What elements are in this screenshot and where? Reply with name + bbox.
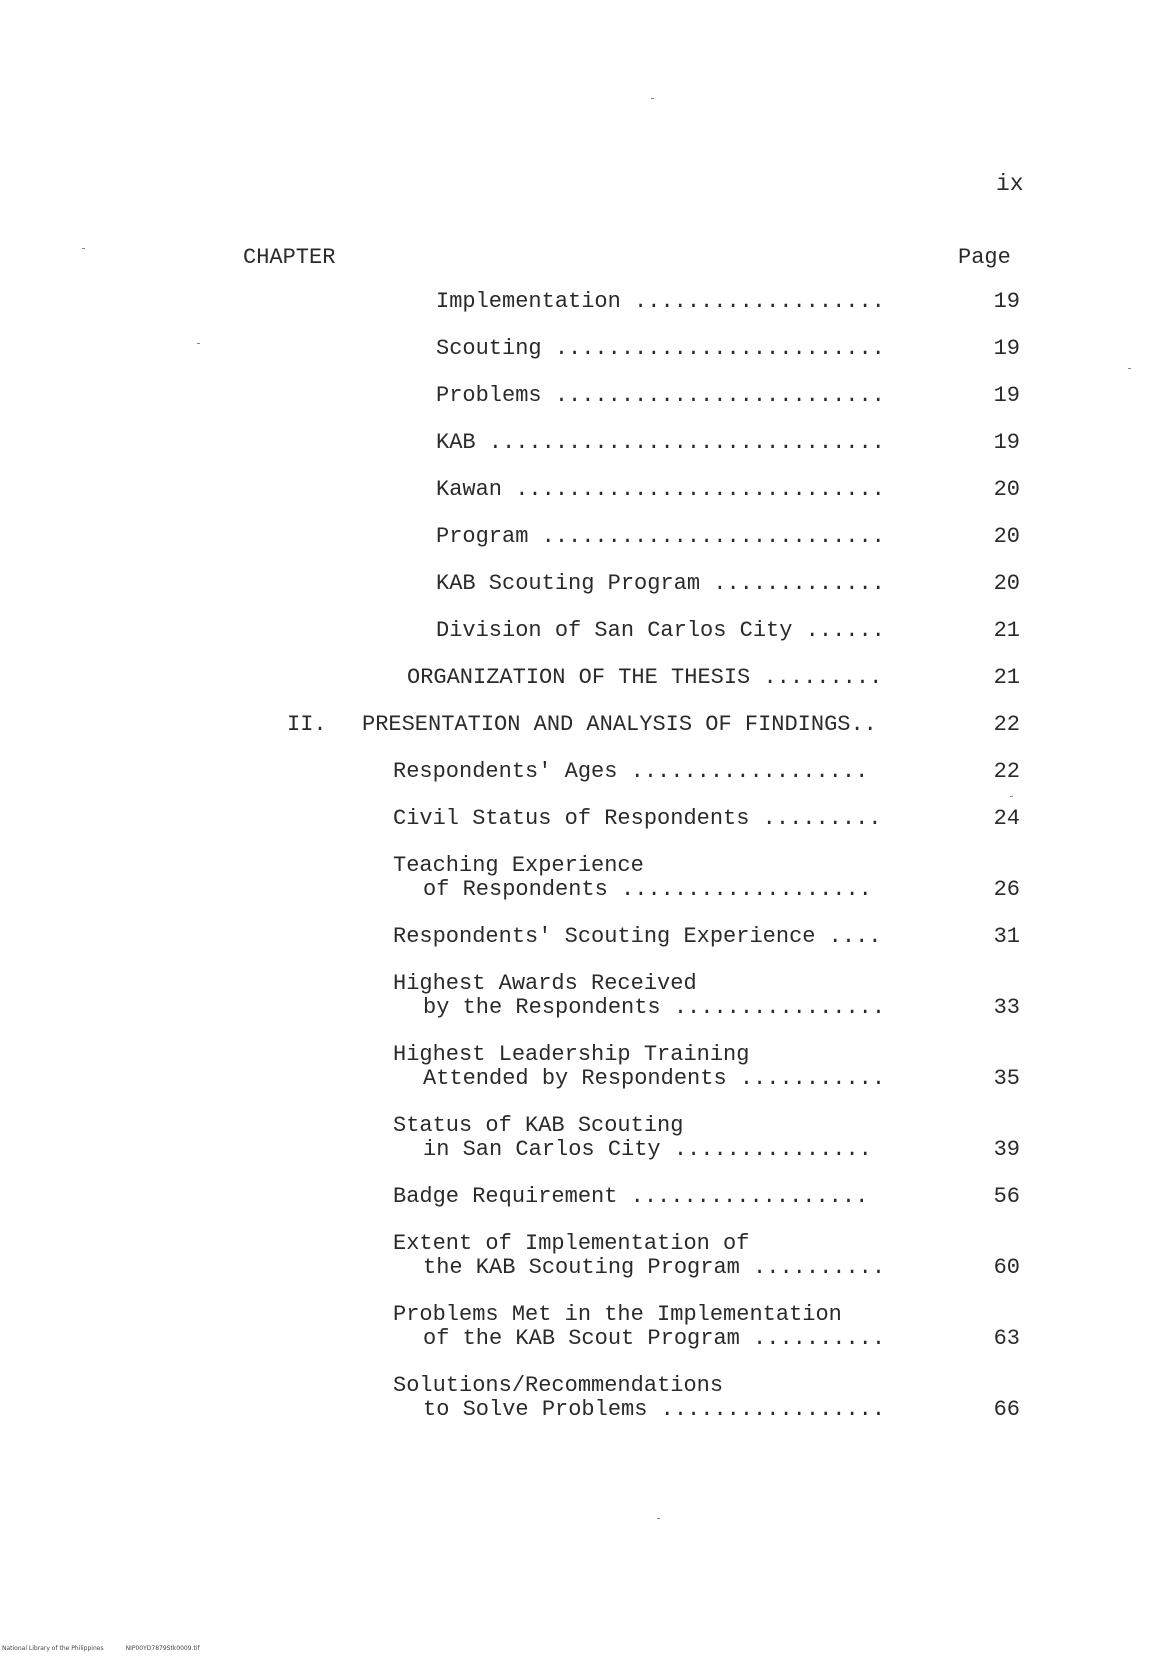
page-number: ix	[996, 171, 1024, 197]
toc-entry-page: 20	[993, 524, 1020, 549]
toc-entry-page: 31	[993, 924, 1020, 949]
toc-entry-page: 22	[993, 712, 1020, 737]
toc-entry-page: 26	[993, 877, 1020, 902]
toc-entry-title-cont: to Solve Problems .................	[423, 1397, 886, 1422]
scan-speck	[1010, 796, 1013, 797]
scan-speck	[197, 343, 200, 344]
toc-entry-title: Division of San Carlos City ......	[436, 618, 885, 643]
scan-speck	[1128, 368, 1131, 369]
toc-entry-title: Program ..........................	[436, 524, 885, 549]
toc-entry-page: 39	[993, 1137, 1020, 1162]
scan-footer	[2, 1645, 222, 1653]
scan-speck	[657, 1518, 660, 1519]
toc-entry-title: Badge Requirement ..................	[393, 1184, 869, 1209]
toc-entry-page: 60	[993, 1255, 1020, 1280]
footer-file-id: NIP00YD7879Stk0009.tif	[125, 1645, 200, 1652]
toc-entry-page: 21	[993, 618, 1020, 643]
toc-chapter-title: PRESENTATION AND ANALYSIS OF FINDINGS..	[362, 712, 877, 737]
scan-speck	[651, 98, 654, 99]
toc-entry-page: 20	[993, 477, 1020, 502]
chapter-numeral: II.	[287, 712, 327, 737]
toc-entry-page: 56	[993, 1184, 1020, 1209]
toc-entry-title: Civil Status of Respondents .........	[393, 806, 882, 831]
footer-library: National Library of the Philippines	[2, 1645, 104, 1652]
toc-entry-title: Extent of Implementation of	[393, 1231, 750, 1256]
page-column-heading: Page	[958, 245, 1011, 270]
toc-entry-title: Highest Awards Received	[393, 971, 697, 996]
toc-entry-page: 35	[993, 1066, 1020, 1091]
toc-entry-title-cont: of the KAB Scout Program ..........	[423, 1326, 886, 1351]
toc-entry-title: Solutions/Recommendations	[393, 1373, 724, 1398]
toc-entry-page: 24	[993, 806, 1020, 831]
toc-entry-title-cont: in San Carlos City ...............	[423, 1137, 872, 1162]
toc-entry-title: Respondents' Scouting Experience ....	[393, 924, 882, 949]
scan-speck	[82, 248, 85, 249]
toc-entry-title-cont: of Respondents ...................	[423, 877, 872, 902]
toc-entry-title-cont: the KAB Scouting Program ..........	[423, 1255, 886, 1280]
toc-entry-page: 19	[993, 383, 1020, 408]
toc-entry-title: KAB Scouting Program .............	[436, 571, 885, 596]
toc-entry-title: Problems .........................	[436, 383, 885, 408]
chapter-column-heading: CHAPTER	[243, 245, 336, 270]
toc-entry-title: KAB ..............................	[436, 430, 885, 455]
toc-entry-title: Teaching Experience	[393, 853, 644, 878]
toc-entry-page: 20	[993, 571, 1020, 596]
toc-entry-title-cont: by the Respondents ................	[423, 995, 886, 1020]
toc-entry-page: 19	[993, 430, 1020, 455]
toc-section-title: ORGANIZATION OF THE THESIS .........	[407, 665, 883, 690]
toc-entry-page: 66	[993, 1397, 1020, 1422]
toc-entry-page: 33	[993, 995, 1020, 1020]
toc-entry-title: Problems Met in the Implementation	[393, 1302, 842, 1327]
toc-entry-title: Scouting .........................	[436, 336, 885, 361]
toc-entry-title-cont: Attended by Respondents ...........	[423, 1066, 886, 1091]
toc-entry-page: 22	[993, 759, 1020, 784]
toc-entry-title: Highest Leadership Training	[393, 1042, 750, 1067]
toc-entry-title: Status of KAB Scouting	[393, 1113, 684, 1138]
toc-entry-page: 19	[993, 289, 1020, 314]
toc-entry-title: Kawan ............................	[436, 477, 885, 502]
toc-entry-page: 63	[993, 1326, 1020, 1351]
toc-entry-title: Respondents' Ages ..................	[393, 759, 869, 784]
toc-entry-title: Implementation ...................	[436, 289, 885, 314]
toc-entry-page: 19	[993, 336, 1020, 361]
toc-entry-page: 21	[993, 665, 1020, 690]
